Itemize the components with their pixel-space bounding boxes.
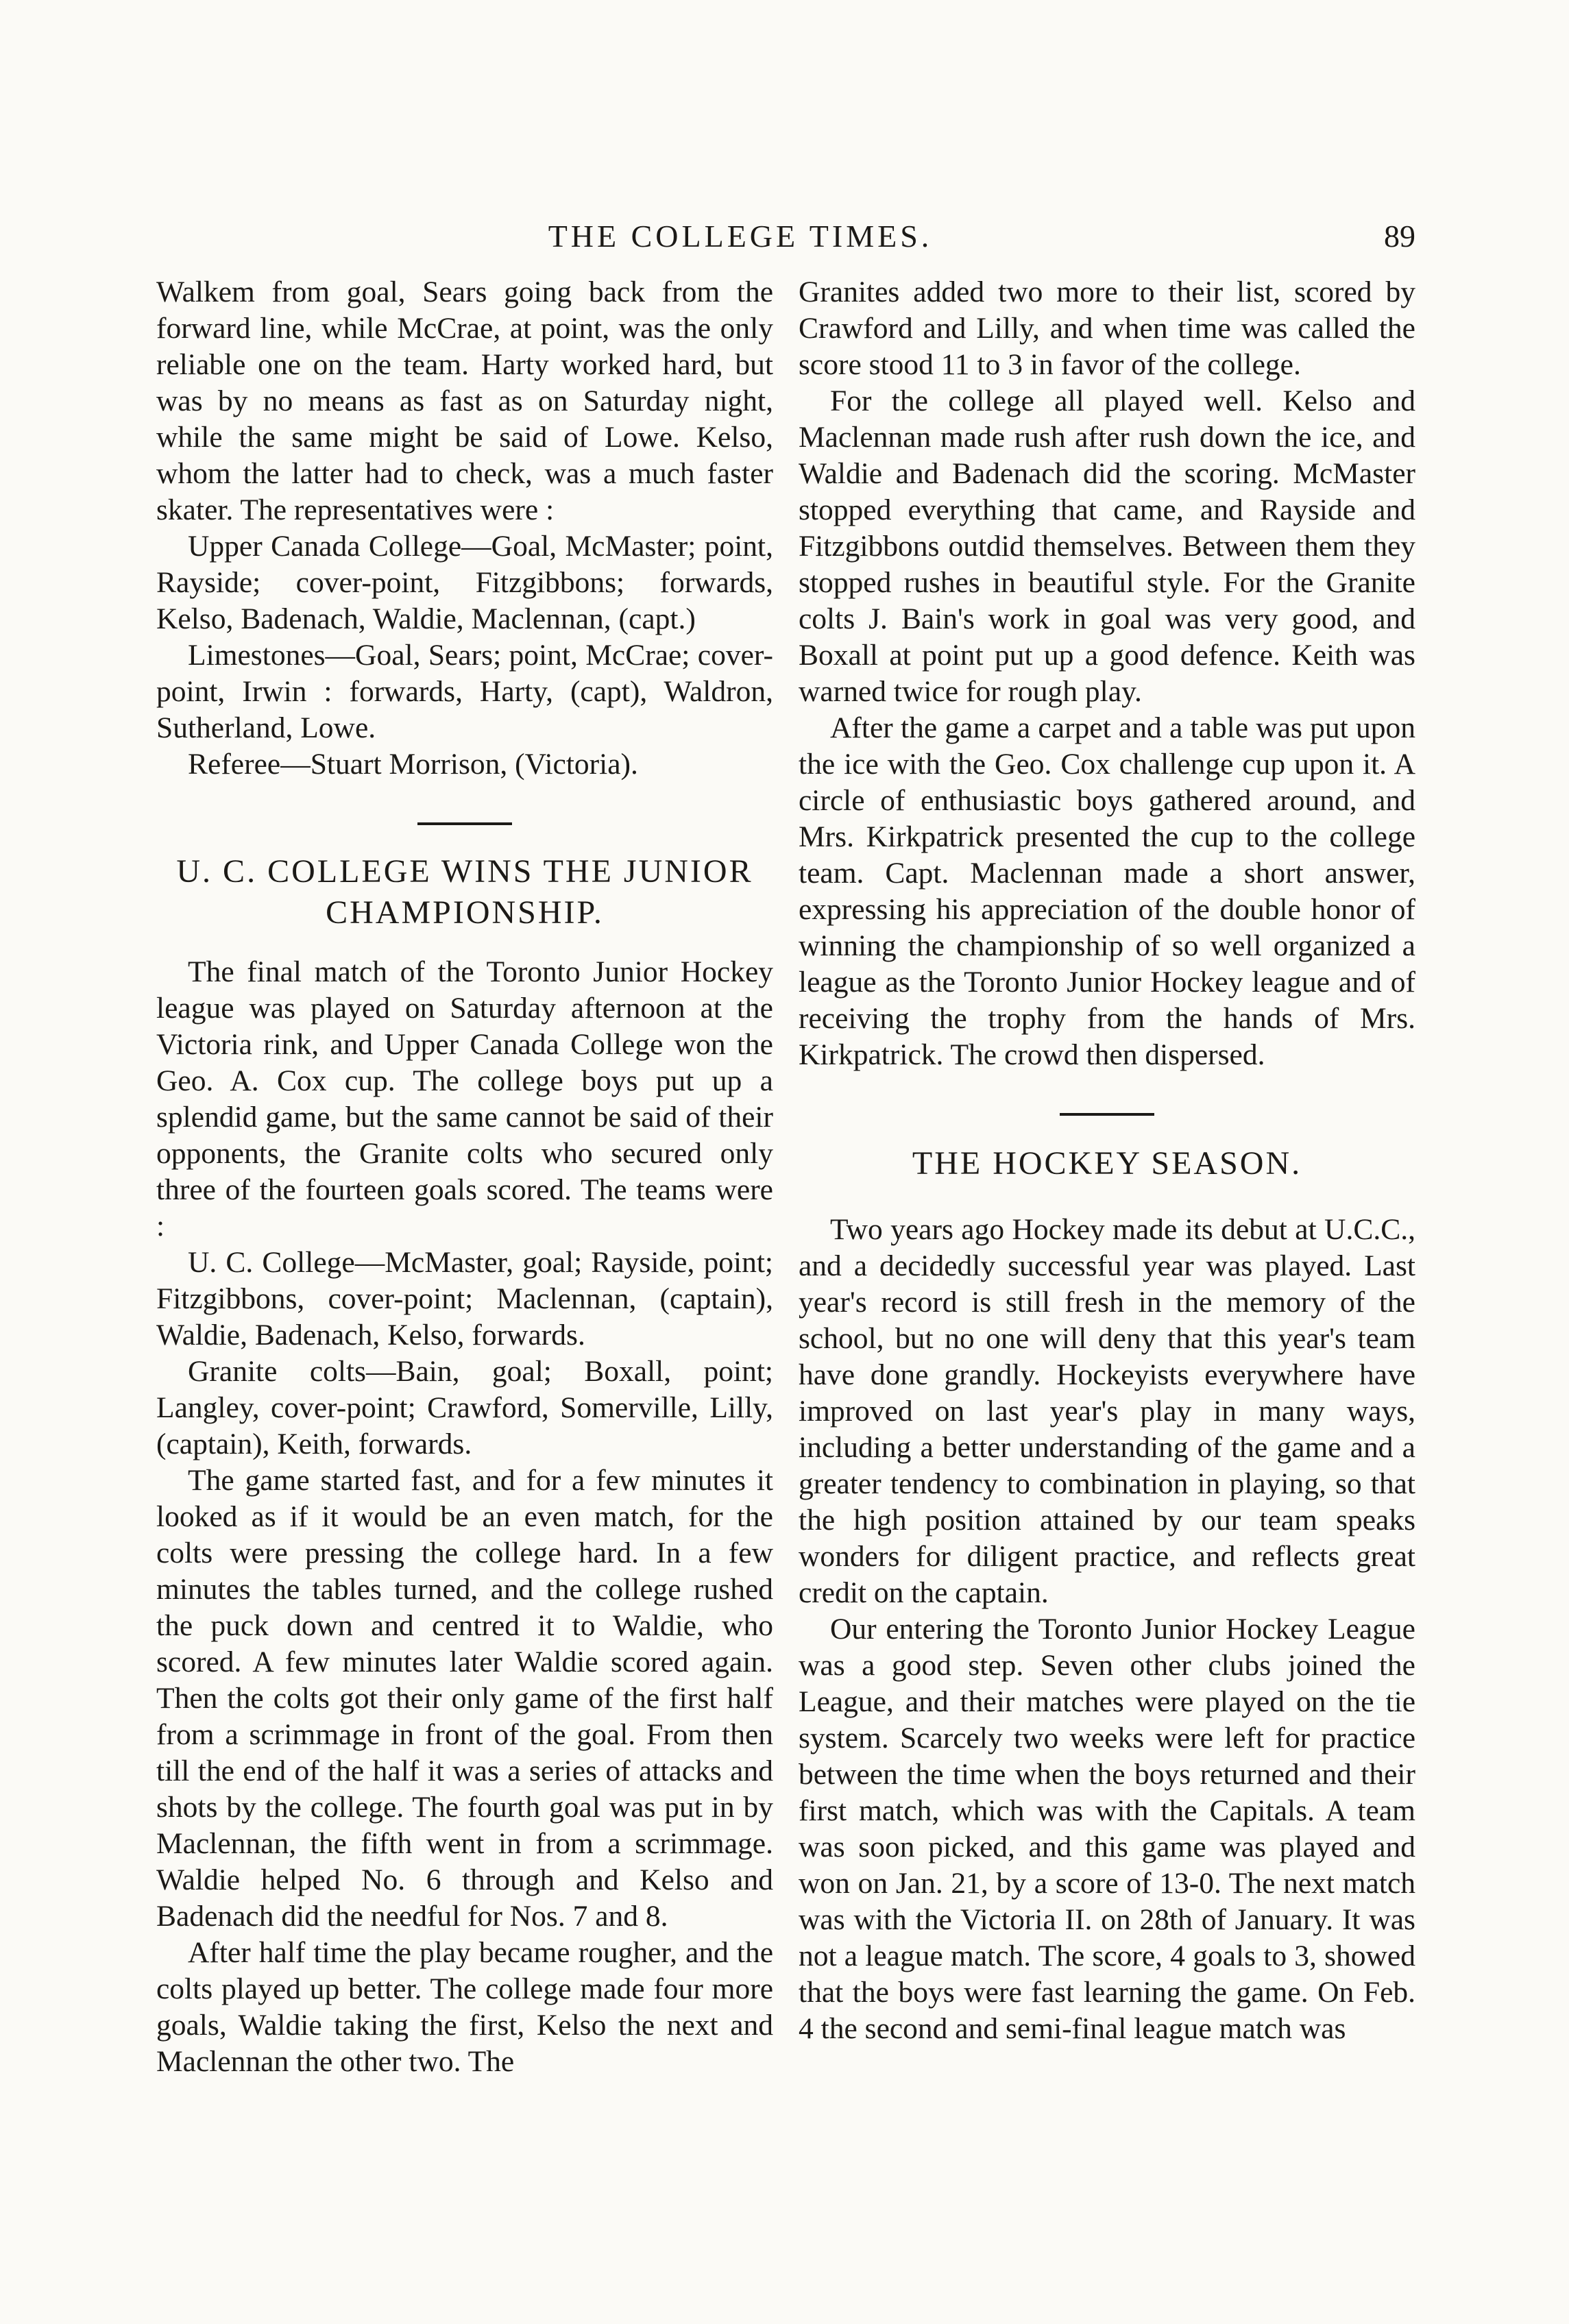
section-heading: THE HOCKEY SEASON. [912,1145,1302,1182]
section-heading [156,851,773,933]
paragraph: Granites added two more to their list, scored by Crawford and Lilly, and when time was called the score stood 11 to 3 in favor of the college. [799,276,1415,381]
paragraph: Granite colts—Bain, goal; Boxall, point; Langley, cover-point; Crawford, Somerville, Lilly, (captain), Keith, forwards. [156,1355,773,1460]
paragraph: For the college all played well. Kelso and Maclennan made rush after rush down the ice, and Waldie and Badenach did the scoring. McMaster stopped everything that came, and Rayside and Fitzgibbons outdid themselves. Between them they stopped rushes in beautiful style. For the Granite colts J. Bain's work in goal was very good, and Boxall at point put up a good defence. Keith was warned twice for rough play. [799,384,1415,708]
page-number: 89 [1384,219,1415,254]
left-column [156,274,773,2080]
paragraph: U. C. College—McMaster, goal; Rayside, point; Fitzgibbons, cover-point; Maclennan, (captain), Waldie, Badenach, Kelso, forwards. [156,1246,773,1351]
paragraph: The game started fast, and for a few minutes it looked as if it would be an even match, for the colts were pressing the college hard. In a few minutes the tables turned, and the college rushed the puck down and centred it to Waldie, who scored. A few minutes later Waldie scored again. Then the colts got their only game of the first half from a scrimmage in front of the goal. From then till the end of the half it was a series of attacks and shots by the college. The fourth goal was put in by Maclennan, the fifth went in from a scrimmage. Waldie helped No. 6 through and Kelso and Badenach did the needful for Nos. 7 and 8. [156,1464,773,1933]
paragraph: Two years ago Hockey made its debut at U.C.C., and a decidedly successful year was played. Last year's record is still fresh in the memory of the school, but no one will deny that this year's team have done grandly. Hockeyists everywhere have improved on last year's play in many ways, including a better understanding of the game and a greater tendency to combination in playing, so that the high position attained by our team speaks wonders for diligent practice, and reflects great credit on the captain. [799,1213,1415,1609]
running-title: THE COLLEGE TIMES. [548,219,933,254]
section-heading-line: U. C. COLLEGE WINS THE JUNIOR [176,853,753,890]
paragraph: Our entering the Toronto Junior Hockey League was a good step. Seven other clubs joined the League, and their matches were played on the tie system. Scarcely two weeks were left for practice between the time when the boys returned and their first match, which was with the Capitals. A team was soon picked, and this game was played and won on Jan. 21, by a score of 13-0. The next match was with the Victoria II. on 28th of January. It was not a league match. The score, 4 goals to 3, showed that the boys were fast learning the game. On Feb. 4 the second and semi-final league match was [799,1613,1415,2045]
page-header [0,218,1569,259]
paragraph: Referee—Stuart Morrison, (Victoria). [188,748,638,781]
paragraph: The final match of the Toronto Junior Hockey league was played on Saturday afternoon at the Victoria rink, and Upper Canada College won the Geo. A. Cox cup. The college boys put up a splendid game, but the same cannot be said of their opponents, the Granite colts who secured only three of the fourteen goals scored. The teams were : [156,955,773,1243]
paragraph: Upper Canada College—Goal, McMaster; point, Rayside; cover-point, Fitzgibbons; forwards, Kelso, Badenach, Waldie, Maclennan, (capt.) [156,530,773,635]
paragraph: Walkem from goal, Sears going back from the forward line, while McCrae, at point, was the only reliable one on the team. Harty worked hard, but was by no means as fast as on Saturday night, while the same might be said of Lowe. Kelso, whom the latter had to check, was a much faster skater. The representatives were : [156,276,773,526]
right-column [799,274,1415,2047]
paragraph: After half time the play became rougher, and the colts played up better. The college made four more goals, Waldie taking the first, Kelso the next and Maclennan the other two. The [156,1936,773,2078]
paragraph: Limestones—Goal, Sears; point, McCrae; cover-point, Irwin : forwards, Harty, (capt), Waldron, Sutherland, Lowe. [156,639,773,744]
paragraph: After the game a carpet and a table was put upon the ice with the Geo. Cox challenge cup upon it. A circle of enthusiastic boys gathered around, and Mrs. Kirkpatrick presented the cup to the college team. Capt. Maclennan made a short answer, expressing his appreciation of the double honor of winning the championship of so well organized a league as the Toronto Junior Hockey league and of receiving the trophy from the hands of Mrs. Kirkpatrick. The crowd then dispersed. [799,711,1415,1071]
section-heading-line: CHAMPIONSHIP. [326,894,604,931]
